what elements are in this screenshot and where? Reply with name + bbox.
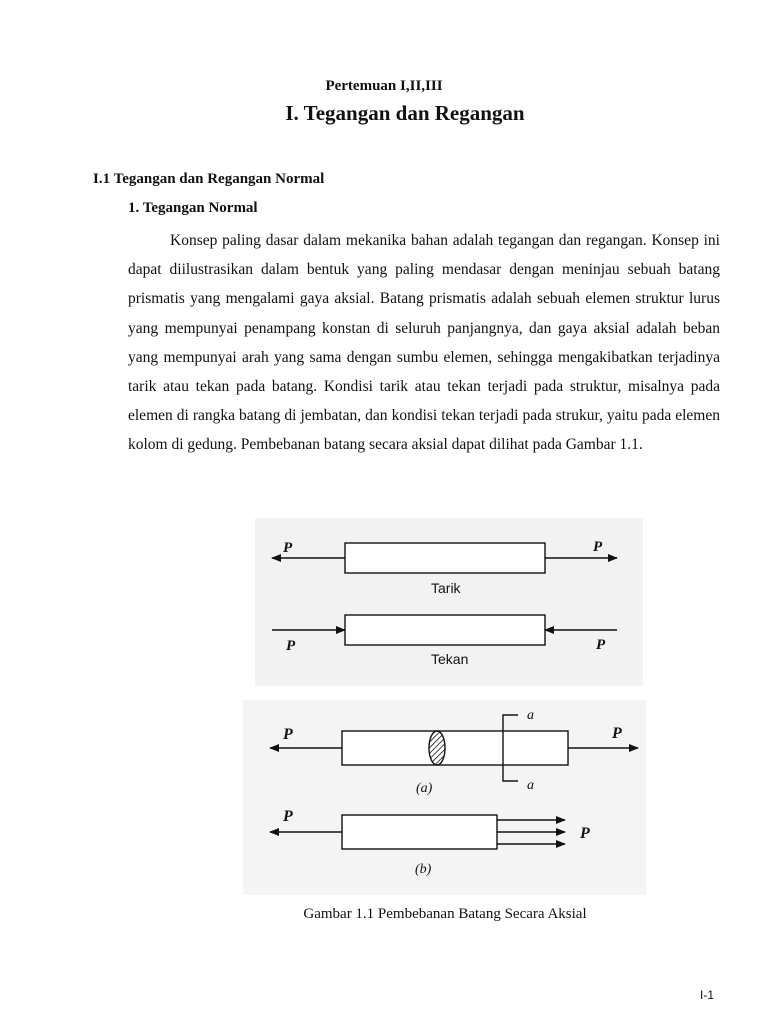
- bar-a-left-load-label: P: [283, 726, 293, 743]
- meeting-label: Pertemuan I,II,III: [325, 78, 443, 94]
- page-number: I-1: [700, 988, 715, 1002]
- tension-right-load-label: P: [593, 539, 603, 555]
- chapter-title: I. Tegangan dan Regangan: [285, 101, 525, 125]
- bar-b: [342, 815, 497, 849]
- bar-a: [342, 731, 568, 765]
- compression-label: Tekan: [431, 651, 469, 667]
- compression-left-load-label: P: [286, 638, 296, 654]
- lower-panel: [243, 700, 646, 895]
- compression-right-load-label: P: [596, 637, 606, 653]
- figure-caption: Gambar 1.1 Pembebanan Batang Secara Aksial: [303, 906, 587, 922]
- tension-left-load-label: P: [283, 540, 293, 556]
- subsection-heading: 1. Tegangan Normal: [128, 200, 258, 216]
- section-label-bottom: a: [527, 778, 534, 793]
- bar-a-right-load-label: P: [612, 725, 622, 742]
- part-a-label: (a): [416, 781, 433, 796]
- part-b-label: (b): [415, 862, 432, 877]
- cross-section-hatch: [429, 731, 445, 765]
- tension-label: Tarik: [431, 580, 461, 596]
- body-paragraph: Konsep paling dasar dalam mekanika bahan adalah tegangan dan regangan. Konsep ini dapat diilustrasikan dalam bentuk yang paling mendasar dengan meninjau sebuah batang prismatis yang mengalami gaya aksial. Batang prismatis adalah sebuah elemen struktur lurus yang mempunyai penampang konstan di seluruh panjangnya, dan gaya aksial adalah beban yang mempunyai arah yang sama dengan sumbu elemen, sehingga mengakibatkan terjadinya tarik atau tekan pada batang. Kondisi tarik atau tekan terjadi pada struktur, misalnya pada elemen di rangka batang di jembatan, dan kondisi tekan terjadi pada strukur, yaitu pada elemen kolom di gedung. Pembebanan batang secara aksial dapat dilihat pada Gambar 1.1.: [128, 232, 720, 454]
- axial-loading-figure: [238, 515, 646, 897]
- bar-b-right-load-label: P: [580, 825, 590, 842]
- section-label-top: a: [527, 708, 534, 723]
- section-heading: I.1 Tegangan dan Regangan Normal: [93, 171, 325, 187]
- bar-b-left-load-label: P: [283, 808, 293, 825]
- tension-bar: [345, 543, 545, 573]
- compression-bar: [345, 615, 545, 645]
- lower-panel-background: [243, 700, 646, 895]
